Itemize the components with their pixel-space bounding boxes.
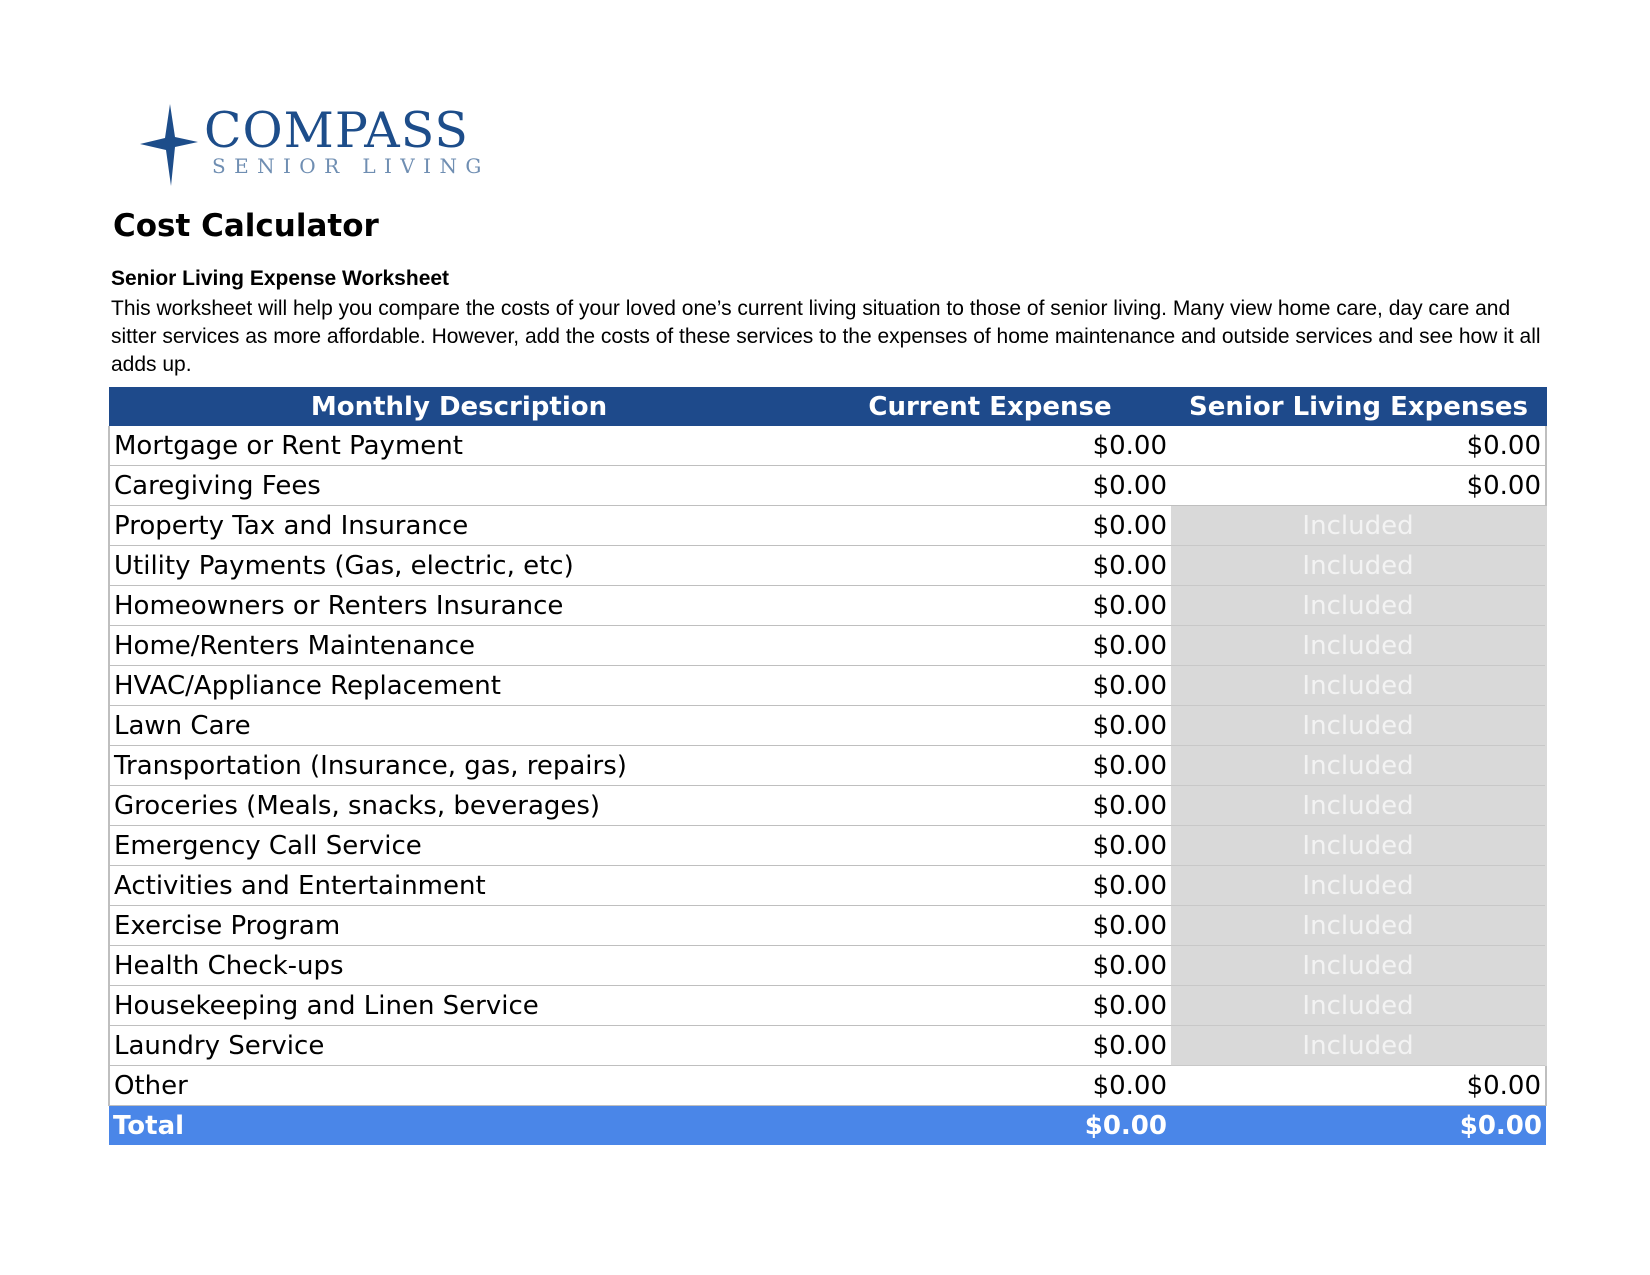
table-row xyxy=(109,1026,1546,1066)
row-description: Activities and Entertainment xyxy=(109,866,809,906)
compass-star-icon xyxy=(140,104,200,190)
total-current-expense: $0.00 xyxy=(809,1106,1171,1146)
company-logo xyxy=(140,104,520,190)
header-monthly-description: Monthly Description xyxy=(109,387,809,426)
row-description: Property Tax and Insurance xyxy=(109,506,809,546)
current-expense-input[interactable]: $0.00 xyxy=(809,546,1171,586)
current-expense-input[interactable]: $0.00 xyxy=(809,706,1171,746)
current-expense-input[interactable]: $0.00 xyxy=(809,506,1171,546)
current-expense-input[interactable]: $0.00 xyxy=(809,1066,1171,1106)
current-expense-input[interactable]: $0.00 xyxy=(809,1026,1171,1066)
row-description: Utility Payments (Gas, electric, etc) xyxy=(109,546,809,586)
included-cell: Included xyxy=(1171,626,1546,666)
table-row xyxy=(109,986,1546,1026)
table-row xyxy=(109,826,1546,866)
row-description: Laundry Service xyxy=(109,1026,809,1066)
worksheet-subtitle: Senior Living Expense Worksheet xyxy=(111,267,450,290)
senior-expense-input[interactable]: $0.00 xyxy=(1171,466,1546,506)
total-label: Total xyxy=(109,1106,809,1146)
page-title: Cost Calculator xyxy=(113,208,379,244)
included-cell: Included xyxy=(1171,706,1546,746)
logo-tagline: SENIOR LIVING xyxy=(212,154,490,178)
included-cell: Included xyxy=(1171,786,1546,826)
table-row xyxy=(109,466,1546,506)
row-description: Lawn Care xyxy=(109,706,809,746)
expense-table xyxy=(108,387,1547,1145)
current-expense-input[interactable]: $0.00 xyxy=(809,946,1171,986)
current-expense-input[interactable]: $0.00 xyxy=(809,746,1171,786)
total-row xyxy=(109,1106,1546,1146)
table-row xyxy=(109,906,1546,946)
current-expense-input[interactable]: $0.00 xyxy=(809,906,1171,946)
row-description: Health Check-ups xyxy=(109,946,809,986)
current-expense-input[interactable]: $0.00 xyxy=(809,466,1171,506)
row-description: HVAC/Appliance Replacement xyxy=(109,666,809,706)
included-cell: Included xyxy=(1171,546,1546,586)
row-description: Other xyxy=(109,1066,809,1106)
table-row xyxy=(109,706,1546,746)
row-description: Home/Renters Maintenance xyxy=(109,626,809,666)
senior-expense-input[interactable]: $0.00 xyxy=(1171,426,1546,466)
included-cell: Included xyxy=(1171,946,1546,986)
current-expense-input[interactable]: $0.00 xyxy=(809,826,1171,866)
table-row xyxy=(109,626,1546,666)
table-row xyxy=(109,946,1546,986)
header-senior-living-expenses: Senior Living Expenses xyxy=(1171,387,1546,426)
current-expense-input[interactable]: $0.00 xyxy=(809,786,1171,826)
table-row xyxy=(109,786,1546,826)
intro-paragraph: This worksheet will help you compare the costs of your loved one’s current living situation to those of senior living. Many view home care, day care and sitter services as more affordable. However, add the costs of these services to the expenses of home maintenance and outside services and see how it all adds up. xyxy=(111,297,1541,376)
included-cell: Included xyxy=(1171,986,1546,1026)
included-cell: Included xyxy=(1171,826,1546,866)
table-row xyxy=(109,666,1546,706)
row-description: Mortgage or Rent Payment xyxy=(109,426,809,466)
table-row xyxy=(109,866,1546,906)
table-row xyxy=(109,506,1546,546)
included-cell: Included xyxy=(1171,666,1546,706)
senior-expense-input[interactable]: $0.00 xyxy=(1171,1066,1546,1106)
included-cell: Included xyxy=(1171,906,1546,946)
row-description: Groceries (Meals, snacks, beverages) xyxy=(109,786,809,826)
current-expense-input[interactable]: $0.00 xyxy=(809,866,1171,906)
table-row xyxy=(109,426,1546,466)
row-description: Transportation (Insurance, gas, repairs) xyxy=(109,746,809,786)
current-expense-input[interactable]: $0.00 xyxy=(809,666,1171,706)
included-cell: Included xyxy=(1171,1026,1546,1066)
included-cell: Included xyxy=(1171,506,1546,546)
table-row xyxy=(109,746,1546,786)
current-expense-input[interactable]: $0.00 xyxy=(809,426,1171,466)
row-description: Housekeeping and Linen Service xyxy=(109,986,809,1026)
row-description: Emergency Call Service xyxy=(109,826,809,866)
row-description: Exercise Program xyxy=(109,906,809,946)
included-cell: Included xyxy=(1171,586,1546,626)
logo-wordmark: COMPASS xyxy=(204,102,469,159)
current-expense-input[interactable]: $0.00 xyxy=(809,986,1171,1026)
total-senior-living-expense: $0.00 xyxy=(1171,1106,1546,1146)
current-expense-input[interactable]: $0.00 xyxy=(809,626,1171,666)
current-expense-input[interactable]: $0.00 xyxy=(809,586,1171,626)
row-description: Caregiving Fees xyxy=(109,466,809,506)
included-cell: Included xyxy=(1171,866,1546,906)
header-current-expense: Current Expense xyxy=(809,387,1171,426)
table-header-row xyxy=(109,387,1546,426)
row-description: Homeowners or Renters Insurance xyxy=(109,586,809,626)
table-row xyxy=(109,1066,1546,1106)
included-cell: Included xyxy=(1171,746,1546,786)
table-row xyxy=(109,586,1546,626)
table-row xyxy=(109,546,1546,586)
